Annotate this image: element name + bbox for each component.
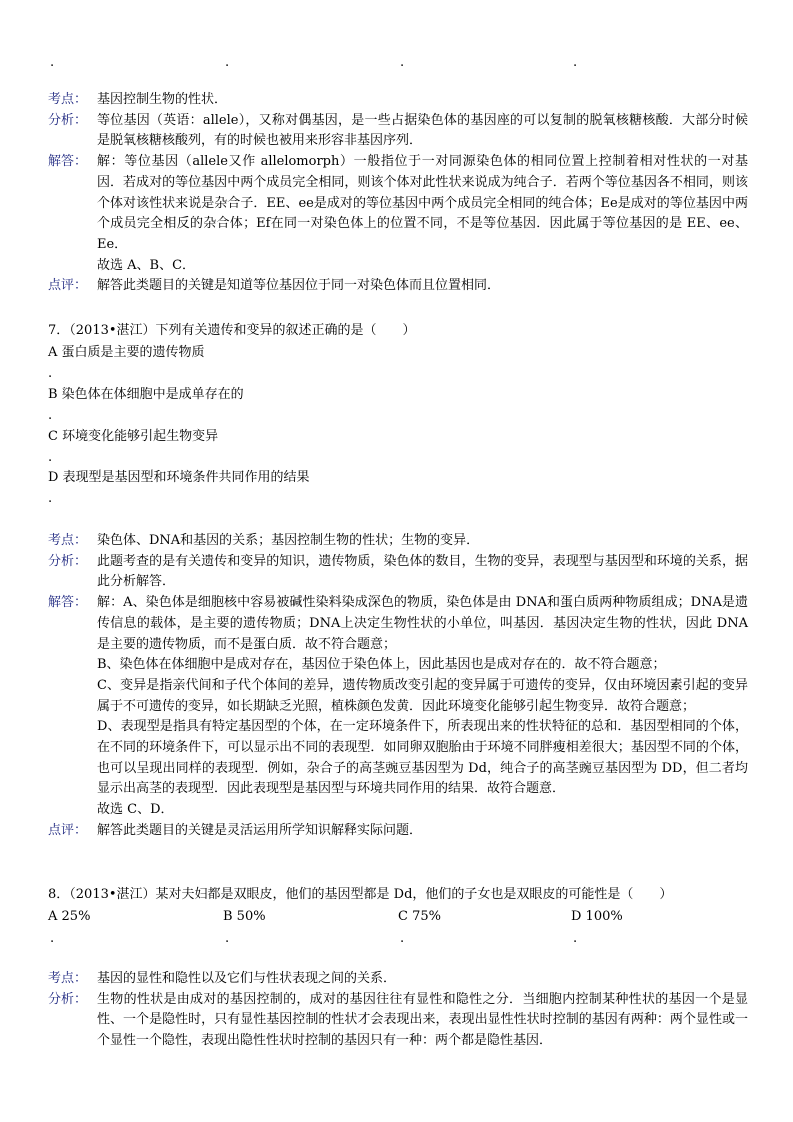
jieda-paragraph-b: B、染色体在体细胞中是成对存在，基因位于染色体上，因此基因也是成对存在的．故不符合题意； — [97, 657, 666, 673]
fenxi-label: 分析： — [48, 991, 88, 1007]
fenxi-text: 生物的性状是由成对的基因控制的，成对的基因往往有显性和隐性之分．当细胞内控制某种性状的基因一个是显性、一个是隐性时，只有显性基因控制的性状才会表现出来，表现出显性性状时控制的基因有两种：两个显性或一个显性一个隐性，表现出隐性性状时控制的基因只有一种：两个都是隐性基因． — [97, 991, 748, 1049]
option-dot: . — [48, 491, 53, 506]
option-dot: . — [48, 366, 53, 381]
option-dot: . — [400, 931, 405, 946]
question-7-option-b: B 染色体在体细胞中是成单存在的 — [48, 387, 244, 402]
dianping-row — [48, 821, 748, 842]
question-7-option-c: C 环境变化能够引起生物变异 — [48, 429, 219, 444]
option-dot: . — [48, 408, 53, 423]
kaodian-text: 染色体、DNA和基因的关系；基因控制生物的性状；生物的变异． — [97, 533, 480, 548]
question-7-option-a: A 蛋白质是主要的遗传物质 — [48, 345, 205, 360]
fenxi-text: 等位基因（英语：allele），又称对偶基因，是一些占据染色体的基因座的可以复制的脱氧核糖核酸．大部分时候是脱氧核糖核酸列，有的时候也被用来形容非基因序列． — [97, 112, 748, 149]
option-dot: . — [573, 931, 578, 946]
option-dot: . — [573, 55, 578, 70]
jieda-paragraph-c: C、变异是指亲代间和子代个体间的差异，遗传物质改变引起的变异属于可遗传的变异，仅由环境因素引起的变异属于不可遗传的变异，如长期缺乏光照，植株颜色发黄．因此环境变化能够引起生物变异．故符合题意； — [97, 677, 748, 714]
question-8-option-c: C 75% — [398, 909, 441, 924]
dianping-text: 解答此类题目的关键是知道等位基因位于同一对染色体而且位置相同． — [97, 278, 501, 294]
dianping-label: 点评： — [48, 822, 88, 838]
option-dot: . — [50, 931, 55, 946]
dianping-label: 点评： — [48, 278, 88, 294]
question-8-option-a: A 25% — [48, 909, 91, 924]
option-dot: . — [50, 55, 55, 70]
jieda-label: 解答： — [48, 595, 88, 611]
fenxi-label: 分析： — [48, 553, 88, 569]
jieda-body — [97, 593, 748, 821]
dianping-text: 解答此类题目的关键是灵活运用所学知识解释实际问题． — [97, 822, 423, 838]
question-7-analysis — [48, 531, 748, 842]
option-dot: . — [48, 450, 53, 465]
fenxi-row — [48, 990, 748, 1052]
question-8-option-b: B 50% — [223, 909, 266, 924]
jieda-row — [48, 152, 748, 276]
jieda-label: 解答： — [48, 154, 88, 170]
kaodian-text: 基因控制生物的性状． — [97, 92, 228, 107]
fenxi-row — [48, 552, 748, 593]
jieda-paragraph: 解：等位基因（allele又作 allelomorph）一般指位于一对同源染色体的相同位置上控制着相对性状的一对基因．若成对的等位基因中两个成员完全相同，则该个体对此性状来说成为纯合子．若两个等位基因各不相同，则该个体对该性状来说是杂合子．EE、ee是成对的等位基因中两个成员完全相同的纯合体；Ee是成对的等位基因中两个成员完全相反的杂合体；Ef在同一对染色体上的位置不同，不是等位基因．因此属于等位基因的是 EE、ee、Ee． — [97, 154, 748, 252]
prev-analysis — [48, 90, 748, 297]
question-8-option-dots — [0, 932, 793, 946]
kaodian-row — [48, 969, 748, 990]
kaodian-label: 考点： — [48, 533, 88, 548]
jieda-conclusion: 故选 A、B、C． — [97, 257, 196, 273]
jieda-paragraph-a: 解：A、染色体是细胞核中容易被碱性染料染成深色的物质，染色体是由 DNA和蛋白质两种物质组成；DNA是遗传信息的载体，是主要的遗传物质；DNA上决定生物性状的小单位，叫基因．基因决定生物的性状，因此 DNA是主要的遗传物质，而不是蛋白质．故不符合题意； — [97, 595, 748, 652]
fenxi-label: 分析： — [48, 112, 88, 128]
question-8-title: 8．（2013•湛江）某对夫妇都是双眼皮，他们的基因型都是 Dd，他们的子女也是双眼皮的可能性是（ ） — [48, 887, 673, 902]
option-dot: . — [225, 931, 230, 946]
question-8-option-d: D 100% — [571, 909, 623, 924]
fenxi-text: 此题考查的是有关遗传和变异的知识，遗传物质，染色体的数目，生物的变异，表现型与基因型和环境的关系，据此分析解答． — [97, 553, 748, 590]
jieda-row — [48, 593, 748, 821]
jieda-body — [97, 152, 748, 276]
kaodian-row — [48, 90, 748, 111]
kaodian-text: 基因的显性和隐性以及它们与性状表现之间的关系． — [97, 971, 397, 986]
dianping-row — [48, 276, 748, 297]
kaodian-row — [48, 531, 748, 552]
question-7-title: 7．（2013•湛江）下列有关遗传和变异的叙述正确的是（ ） — [48, 323, 416, 338]
question-8-analysis — [48, 969, 748, 1052]
jieda-paragraph-d: D、表现型是指具有特定基因型的个体，在一定环境条件下，所表现出来的性状特征的总和．基因型相同的个体，在不同的环境条件下，可以显示出不同的表现型．如同卵双胞胎由于环境不同胖瘦相差很大；基因型不同的个体，也可以呈现出同样的表现型．例如，杂合子的高茎豌豆基因型为 Dd，纯合子的高茎豌豆基因型为 DD，但二者均显示出高茎的表现型．因此表现型是基因型与环境共同作用的结果．故符合题意． — [97, 719, 748, 797]
option-dot: . — [400, 55, 405, 70]
prev-option-dots — [0, 56, 793, 70]
option-dot: . — [225, 55, 230, 70]
fenxi-row — [48, 111, 748, 152]
jieda-conclusion: 故选 C、D． — [97, 802, 174, 818]
question-7-option-d: D 表现型是基因型和环境条件共同作用的结果 — [48, 470, 310, 485]
kaodian-label: 考点： — [48, 92, 88, 107]
kaodian-label: 考点： — [48, 971, 88, 986]
